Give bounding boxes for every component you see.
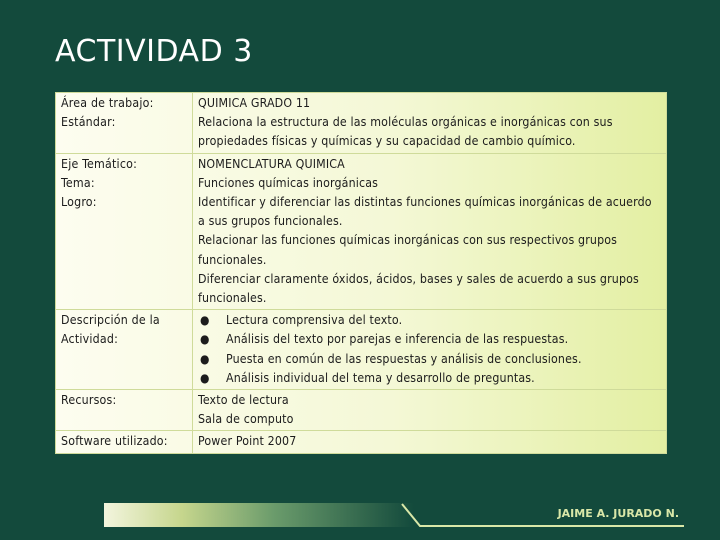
table-row [56, 93, 667, 154]
slide-title: ACTIVIDAD 3 [55, 34, 253, 69]
table-row [56, 390, 667, 431]
bullet-text: Análisis individual del tema y desarrollo de preguntas. [226, 370, 535, 385]
label-cell [56, 431, 193, 453]
value-cell [193, 390, 667, 431]
value-logro-2: Relacionar las funciones químicas inorgánicas con sus respectivos grupos funcionales. [198, 233, 618, 267]
bullet-icon: ● [200, 313, 210, 328]
value-cell [193, 431, 667, 453]
label-cell [56, 310, 193, 390]
value-cell [193, 153, 667, 310]
value-logro-3: Diferenciar claramente óxidos, ácidos, bases y sales de acuerdo a sus grupos funcionales. [198, 271, 639, 306]
footer-gradient [104, 503, 414, 527]
value-estandar: Relaciona la estructura de las moléculas orgánicas e inorgánicas con sus propiedades físicas y químicas y su capacidad de cambio químico. [198, 115, 613, 149]
value-software: Power Point 2007 [198, 434, 297, 449]
list-item [198, 350, 661, 369]
table-row [56, 153, 667, 310]
label-descripcion: Descripción de la Actividad: [61, 313, 160, 347]
bullet-icon: ● [200, 332, 210, 347]
bullet-icon: ● [200, 351, 210, 366]
list-item [198, 311, 661, 330]
label-logro: Logro: [61, 195, 97, 210]
value-recursos-1: Texto de lectura [198, 393, 289, 408]
value-recursos-2: Sala de computo [198, 412, 294, 427]
label-cell [56, 390, 193, 431]
activity-table [55, 92, 667, 454]
list-item [198, 369, 661, 388]
value-tema: Funciones químicas inorgánicas [198, 175, 379, 190]
bullet-text: Análisis del texto por parejas e inferencia de las respuestas. [226, 332, 569, 347]
value-eje-tematico: NOMENCLATURA QUIMICA [198, 156, 345, 171]
bullet-text: Puesta en común de las respuestas y análisis de conclusiones. [226, 351, 582, 366]
list-item [198, 330, 661, 349]
value-cell [193, 93, 667, 154]
label-tema: Tema: [61, 175, 95, 190]
bullet-icon: ● [200, 370, 210, 385]
label-cell [56, 93, 193, 154]
value-logro-1: Identificar y diferenciar las distintas funciones químicas inorgánicas de acuerdo a sus grupos funcionales. [198, 195, 652, 229]
label-software: Software utilizado: [61, 434, 168, 449]
bullet-text: Lectura comprensiva del texto. [226, 313, 403, 328]
label-area-trabajo: Área de trabajo: [61, 96, 154, 110]
label-recursos: Recursos: [61, 393, 117, 408]
label-cell [56, 153, 193, 310]
footer-author: JAIME A. JURADO N. [557, 507, 679, 520]
footer-bar [104, 503, 687, 527]
table-row [56, 310, 667, 390]
label-estandar: Estándar: [61, 115, 116, 130]
value-cell [193, 310, 667, 390]
table-row [56, 431, 667, 453]
value-area-trabajo: QUIMICA GRADO 11 [198, 96, 311, 110]
label-eje-tematico: Eje Temático: [61, 156, 138, 171]
